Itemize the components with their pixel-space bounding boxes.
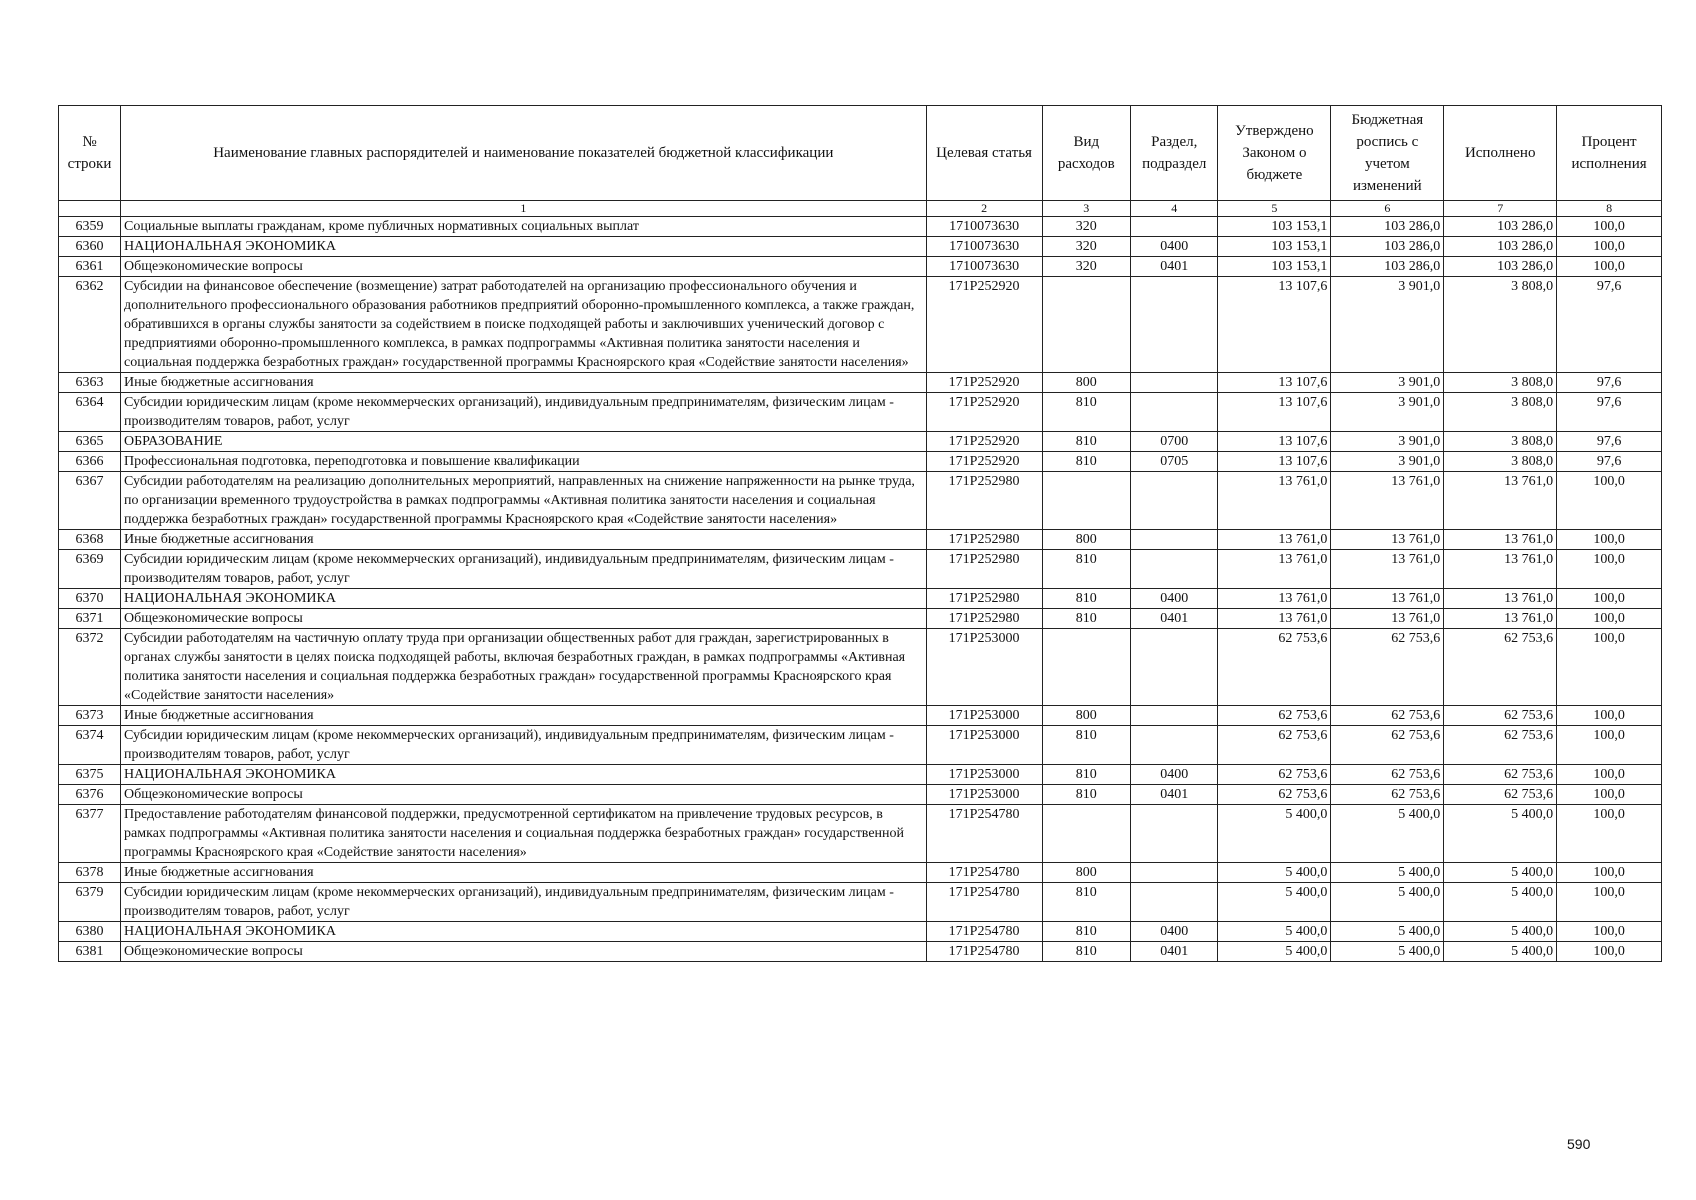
approved-amount: 62 753,6 <box>1218 726 1331 765</box>
column-number <box>59 201 121 217</box>
target-article: 171P253000 <box>926 726 1042 765</box>
row-number: 6376 <box>59 785 121 805</box>
table-row <box>59 373 1662 393</box>
expense-type: 810 <box>1042 432 1130 452</box>
table-row <box>59 805 1662 863</box>
row-name: Общеэкономические вопросы <box>121 257 927 277</box>
execution-percent: 100,0 <box>1557 922 1662 942</box>
target-article: 171P254780 <box>926 942 1042 962</box>
budget-amount: 3 901,0 <box>1331 432 1444 452</box>
table-row <box>59 922 1662 942</box>
executed-amount: 62 753,6 <box>1444 629 1557 706</box>
expense-type: 320 <box>1042 217 1130 237</box>
target-article: 171P252980 <box>926 609 1042 629</box>
execution-percent: 97,6 <box>1557 277 1662 373</box>
budget-amount: 13 761,0 <box>1331 530 1444 550</box>
table-row <box>59 277 1662 373</box>
target-article: 171P254780 <box>926 922 1042 942</box>
row-number: 6378 <box>59 863 121 883</box>
budget-amount: 5 400,0 <box>1331 922 1444 942</box>
approved-amount: 13 761,0 <box>1218 550 1331 589</box>
row-name: НАЦИОНАЛЬНАЯ ЭКОНОМИКА <box>121 765 927 785</box>
section-code <box>1131 883 1218 922</box>
approved-amount: 5 400,0 <box>1218 883 1331 922</box>
execution-percent: 97,6 <box>1557 393 1662 432</box>
target-article: 1710073630 <box>926 217 1042 237</box>
row-name: НАЦИОНАЛЬНАЯ ЭКОНОМИКА <box>121 237 927 257</box>
budget-amount: 62 753,6 <box>1331 629 1444 706</box>
executed-amount: 5 400,0 <box>1444 805 1557 863</box>
target-article: 171P253000 <box>926 785 1042 805</box>
execution-percent: 100,0 <box>1557 883 1662 922</box>
expense-type: 810 <box>1042 922 1130 942</box>
execution-percent: 100,0 <box>1557 472 1662 530</box>
row-number: 6371 <box>59 609 121 629</box>
execution-percent: 100,0 <box>1557 706 1662 726</box>
budget-amount: 3 901,0 <box>1331 373 1444 393</box>
target-article: 171P252980 <box>926 550 1042 589</box>
row-name: Иные бюджетные ассигнования <box>121 863 927 883</box>
row-number: 6369 <box>59 550 121 589</box>
row-number: 6365 <box>59 432 121 452</box>
expense-type: 810 <box>1042 785 1130 805</box>
executed-amount: 5 400,0 <box>1444 922 1557 942</box>
header-section: Раздел, подраздел <box>1131 106 1218 201</box>
table-row <box>59 237 1662 257</box>
table-row <box>59 785 1662 805</box>
section-code <box>1131 277 1218 373</box>
execution-percent: 100,0 <box>1557 863 1662 883</box>
target-article: 171P252920 <box>926 393 1042 432</box>
executed-amount: 103 286,0 <box>1444 237 1557 257</box>
expense-type: 810 <box>1042 589 1130 609</box>
table-row <box>59 550 1662 589</box>
approved-amount: 13 107,6 <box>1218 393 1331 432</box>
row-number: 6380 <box>59 922 121 942</box>
section-code: 0401 <box>1131 942 1218 962</box>
target-article: 171P253000 <box>926 765 1042 785</box>
approved-amount: 62 753,6 <box>1218 629 1331 706</box>
budget-amount: 3 901,0 <box>1331 277 1444 373</box>
executed-amount: 13 761,0 <box>1444 530 1557 550</box>
column-number: 5 <box>1218 201 1331 217</box>
approved-amount: 13 107,6 <box>1218 452 1331 472</box>
execution-percent: 100,0 <box>1557 726 1662 765</box>
table-row <box>59 883 1662 922</box>
budget-amount: 13 761,0 <box>1331 609 1444 629</box>
row-number: 6379 <box>59 883 121 922</box>
execution-percent: 97,6 <box>1557 432 1662 452</box>
target-article: 171P253000 <box>926 706 1042 726</box>
budget-amount: 13 761,0 <box>1331 472 1444 530</box>
row-number: 6362 <box>59 277 121 373</box>
expense-type <box>1042 472 1130 530</box>
section-code: 0400 <box>1131 589 1218 609</box>
approved-amount: 13 107,6 <box>1218 277 1331 373</box>
column-number: 4 <box>1131 201 1218 217</box>
table-row <box>59 257 1662 277</box>
approved-amount: 5 400,0 <box>1218 805 1331 863</box>
row-name: Общеэкономические вопросы <box>121 942 927 962</box>
expense-type: 320 <box>1042 237 1130 257</box>
approved-amount: 62 753,6 <box>1218 785 1331 805</box>
budget-amount: 3 901,0 <box>1331 452 1444 472</box>
target-article: 1710073630 <box>926 257 1042 277</box>
target-article: 171P253000 <box>926 629 1042 706</box>
expense-type <box>1042 277 1130 373</box>
section-code: 0700 <box>1131 432 1218 452</box>
table-row <box>59 393 1662 432</box>
row-number: 6361 <box>59 257 121 277</box>
executed-amount: 13 761,0 <box>1444 550 1557 589</box>
table-row <box>59 432 1662 452</box>
execution-percent: 100,0 <box>1557 217 1662 237</box>
executed-amount: 5 400,0 <box>1444 942 1557 962</box>
row-name: Субсидии на финансовое обеспечение (возмещение) затрат работодателей на организацию профессионального обучения и дополнительного профессионального образования работников предприятий оборонно-промышленного комплекса, а также граждан, обратившихся в органы службы занятости за содействием в поиске подходящей работы и заключивших ученический договор с предприятиями оборонно-промышленного комплекса, в рамках подпрограммы «Активная политика занятости населения и социальная поддержка безработных граждан» государственной программы Красноярского края «Содействие занятости населения» <box>121 277 927 373</box>
expense-type: 320 <box>1042 257 1130 277</box>
budget-amount: 62 753,6 <box>1331 726 1444 765</box>
table-row <box>59 530 1662 550</box>
approved-amount: 13 761,0 <box>1218 530 1331 550</box>
expense-type <box>1042 629 1130 706</box>
row-name: Иные бюджетные ассигнования <box>121 706 927 726</box>
header-budget-schedule: Бюджетная роспись с учетом изменений <box>1331 106 1444 201</box>
approved-amount: 13 107,6 <box>1218 432 1331 452</box>
expense-type <box>1042 805 1130 863</box>
execution-percent: 100,0 <box>1557 530 1662 550</box>
table-row <box>59 863 1662 883</box>
header-percent: Процент исполнения <box>1557 106 1662 201</box>
row-number: 6377 <box>59 805 121 863</box>
budget-table <box>58 105 1662 962</box>
section-code <box>1131 472 1218 530</box>
execution-percent: 100,0 <box>1557 257 1662 277</box>
section-code <box>1131 629 1218 706</box>
execution-percent: 100,0 <box>1557 805 1662 863</box>
row-name: ОБРАЗОВАНИЕ <box>121 432 927 452</box>
column-number: 2 <box>926 201 1042 217</box>
table-row <box>59 726 1662 765</box>
execution-percent: 100,0 <box>1557 785 1662 805</box>
table-row <box>59 217 1662 237</box>
section-code: 0400 <box>1131 765 1218 785</box>
budget-amount: 5 400,0 <box>1331 805 1444 863</box>
table-row <box>59 765 1662 785</box>
row-name: Иные бюджетные ассигнования <box>121 530 927 550</box>
target-article: 171P254780 <box>926 883 1042 922</box>
executed-amount: 62 753,6 <box>1444 785 1557 805</box>
section-code <box>1131 863 1218 883</box>
budget-amount: 13 761,0 <box>1331 550 1444 589</box>
approved-amount: 103 153,1 <box>1218 257 1331 277</box>
header-name: Наименование главных распорядителей и наименование показателей бюджетной классификации <box>121 106 927 201</box>
row-number: 6368 <box>59 530 121 550</box>
expense-type: 810 <box>1042 942 1130 962</box>
column-number: 8 <box>1557 201 1662 217</box>
row-number: 6359 <box>59 217 121 237</box>
row-name: Общеэкономические вопросы <box>121 785 927 805</box>
row-name: Субсидии работодателям на реализацию дополнительных мероприятий, направленных на снижение напряженности на рынке труда, по организации временного трудоустройства в рамках подпрограммы «Активная политика занятости населения и социальная поддержка безработных граждан» государственной программы Красноярского края «Содействие занятости населения» <box>121 472 927 530</box>
section-code <box>1131 217 1218 237</box>
budget-amount: 5 400,0 <box>1331 942 1444 962</box>
row-number: 6360 <box>59 237 121 257</box>
budget-amount: 5 400,0 <box>1331 883 1444 922</box>
row-name: Предоставление работодателям финансовой поддержки, предусмотренной сертификатом на привлечение трудовых ресурсов, в рамках подпрограммы «Активная политика занятости населения и социальная поддержка безработных граждан» государственной программы Красноярского края «Содействие занятости населения» <box>121 805 927 863</box>
budget-amount: 103 286,0 <box>1331 257 1444 277</box>
target-article: 171P254780 <box>926 863 1042 883</box>
row-number: 6367 <box>59 472 121 530</box>
execution-percent: 100,0 <box>1557 765 1662 785</box>
table-row <box>59 589 1662 609</box>
executed-amount: 5 400,0 <box>1444 863 1557 883</box>
target-article: 171P252980 <box>926 530 1042 550</box>
target-article: 171P252980 <box>926 589 1042 609</box>
budget-amount: 62 753,6 <box>1331 706 1444 726</box>
execution-percent: 100,0 <box>1557 589 1662 609</box>
section-code <box>1131 805 1218 863</box>
target-article: 1710073630 <box>926 237 1042 257</box>
approved-amount: 5 400,0 <box>1218 922 1331 942</box>
executed-amount: 103 286,0 <box>1444 257 1557 277</box>
header-expense-type: Вид расходов <box>1042 106 1130 201</box>
table-row <box>59 629 1662 706</box>
row-number: 6370 <box>59 589 121 609</box>
section-code: 0401 <box>1131 785 1218 805</box>
budget-amount: 5 400,0 <box>1331 863 1444 883</box>
row-name: Иные бюджетные ассигнования <box>121 373 927 393</box>
approved-amount: 5 400,0 <box>1218 863 1331 883</box>
approved-amount: 13 761,0 <box>1218 609 1331 629</box>
expense-type: 810 <box>1042 452 1130 472</box>
table-row <box>59 942 1662 962</box>
target-article: 171P252980 <box>926 472 1042 530</box>
target-article: 171P252920 <box>926 277 1042 373</box>
header-approved: Утверждено Законом о бюджете <box>1218 106 1331 201</box>
row-number: 6375 <box>59 765 121 785</box>
header-executed: Исполнено <box>1444 106 1557 201</box>
approved-amount: 62 753,6 <box>1218 765 1331 785</box>
row-number: 6381 <box>59 942 121 962</box>
row-number: 6366 <box>59 452 121 472</box>
section-code <box>1131 530 1218 550</box>
budget-amount: 103 286,0 <box>1331 217 1444 237</box>
expense-type: 800 <box>1042 863 1130 883</box>
executed-amount: 62 753,6 <box>1444 706 1557 726</box>
column-number: 1 <box>121 201 927 217</box>
execution-percent: 100,0 <box>1557 942 1662 962</box>
row-number: 6372 <box>59 629 121 706</box>
column-number-row <box>59 201 1662 217</box>
approved-amount: 5 400,0 <box>1218 942 1331 962</box>
expense-type: 800 <box>1042 530 1130 550</box>
section-code: 0401 <box>1131 609 1218 629</box>
section-code <box>1131 726 1218 765</box>
executed-amount: 3 808,0 <box>1444 432 1557 452</box>
expense-type: 800 <box>1042 706 1130 726</box>
target-article: 171P252920 <box>926 452 1042 472</box>
header-row-number: № строки <box>59 106 121 201</box>
row-number: 6364 <box>59 393 121 432</box>
expense-type: 810 <box>1042 393 1130 432</box>
row-number: 6374 <box>59 726 121 765</box>
row-name: НАЦИОНАЛЬНАЯ ЭКОНОМИКА <box>121 589 927 609</box>
section-code: 0400 <box>1131 237 1218 257</box>
execution-percent: 100,0 <box>1557 237 1662 257</box>
budget-amount: 103 286,0 <box>1331 237 1444 257</box>
row-name: Субсидии работодателям на частичную оплату труда при организации общественных работ для граждан, зарегистрированных в органах службы занятости в целях поиска подходящей работы, включая безработных граждан, в рамках подпрограммы «Активная политика занятости населения и социальная поддержка безработных граждан» государственной программы Красноярского края «Содействие занятости населения» <box>121 629 927 706</box>
approved-amount: 13 761,0 <box>1218 589 1331 609</box>
executed-amount: 13 761,0 <box>1444 472 1557 530</box>
table-row <box>59 452 1662 472</box>
target-article: 171P252920 <box>926 432 1042 452</box>
executed-amount: 5 400,0 <box>1444 883 1557 922</box>
budget-amount: 62 753,6 <box>1331 785 1444 805</box>
header-target-article: Целевая статья <box>926 106 1042 201</box>
budget-amount: 13 761,0 <box>1331 589 1444 609</box>
expense-type: 810 <box>1042 765 1130 785</box>
approved-amount: 13 107,6 <box>1218 373 1331 393</box>
row-name: Субсидии юридическим лицам (кроме некоммерческих организаций), индивидуальным предпринимателям, физическим лицам - производителям товаров, работ, услуг <box>121 550 927 589</box>
expense-type: 800 <box>1042 373 1130 393</box>
row-name: Субсидии юридическим лицам (кроме некоммерческих организаций), индивидуальным предпринимателям, физическим лицам - производителям товаров, работ, услуг <box>121 883 927 922</box>
column-number: 7 <box>1444 201 1557 217</box>
table-row <box>59 472 1662 530</box>
section-code <box>1131 550 1218 589</box>
executed-amount: 13 761,0 <box>1444 609 1557 629</box>
target-article: 171P252920 <box>926 373 1042 393</box>
row-name: Субсидии юридическим лицам (кроме некоммерческих организаций), индивидуальным предпринимателям, физическим лицам - производителям товаров, работ, услуг <box>121 393 927 432</box>
executed-amount: 103 286,0 <box>1444 217 1557 237</box>
approved-amount: 62 753,6 <box>1218 706 1331 726</box>
budget-amount: 62 753,6 <box>1331 765 1444 785</box>
executed-amount: 62 753,6 <box>1444 765 1557 785</box>
row-name: НАЦИОНАЛЬНАЯ ЭКОНОМИКА <box>121 922 927 942</box>
executed-amount: 3 808,0 <box>1444 373 1557 393</box>
approved-amount: 13 761,0 <box>1218 472 1331 530</box>
section-code <box>1131 393 1218 432</box>
execution-percent: 100,0 <box>1557 550 1662 589</box>
execution-percent: 97,6 <box>1557 373 1662 393</box>
section-code <box>1131 706 1218 726</box>
executed-amount: 13 761,0 <box>1444 589 1557 609</box>
header-row <box>59 106 1662 201</box>
column-number: 3 <box>1042 201 1130 217</box>
execution-percent: 97,6 <box>1557 452 1662 472</box>
table-row <box>59 706 1662 726</box>
budget-amount: 3 901,0 <box>1331 393 1444 432</box>
target-article: 171P254780 <box>926 805 1042 863</box>
expense-type: 810 <box>1042 609 1130 629</box>
approved-amount: 103 153,1 <box>1218 237 1331 257</box>
row-name: Субсидии юридическим лицам (кроме некоммерческих организаций), индивидуальным предпринимателям, физическим лицам - производителям товаров, работ, услуг <box>121 726 927 765</box>
approved-amount: 103 153,1 <box>1218 217 1331 237</box>
expense-type: 810 <box>1042 883 1130 922</box>
page-number: 590 <box>1567 1136 1591 1152</box>
column-number: 6 <box>1331 201 1444 217</box>
row-name: Профессиональная подготовка, переподготовка и повышение квалификации <box>121 452 927 472</box>
expense-type: 810 <box>1042 726 1130 765</box>
execution-percent: 100,0 <box>1557 609 1662 629</box>
section-code <box>1131 373 1218 393</box>
executed-amount: 3 808,0 <box>1444 452 1557 472</box>
executed-amount: 3 808,0 <box>1444 393 1557 432</box>
row-number: 6363 <box>59 373 121 393</box>
section-code: 0400 <box>1131 922 1218 942</box>
table-row <box>59 609 1662 629</box>
row-number: 6373 <box>59 706 121 726</box>
expense-type: 810 <box>1042 550 1130 589</box>
execution-percent: 100,0 <box>1557 629 1662 706</box>
section-code: 0401 <box>1131 257 1218 277</box>
row-name: Социальные выплаты гражданам, кроме публичных нормативных социальных выплат <box>121 217 927 237</box>
executed-amount: 3 808,0 <box>1444 277 1557 373</box>
row-name: Общеэкономические вопросы <box>121 609 927 629</box>
executed-amount: 62 753,6 <box>1444 726 1557 765</box>
section-code: 0705 <box>1131 452 1218 472</box>
